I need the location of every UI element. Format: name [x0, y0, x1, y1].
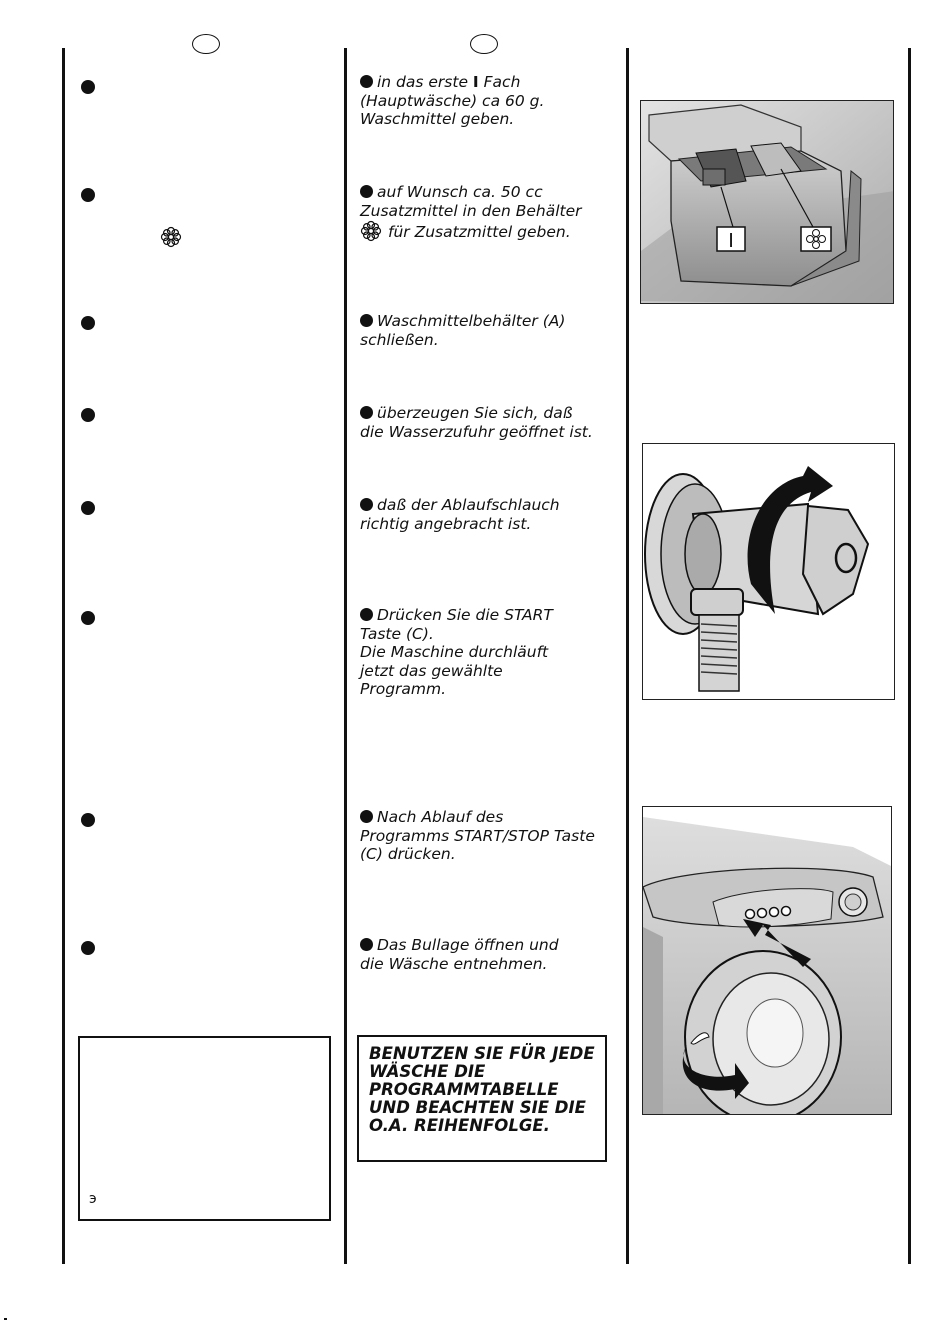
page-mark — [4, 1318, 7, 1320]
bullet-icon — [360, 938, 373, 951]
bullet-icon — [81, 501, 95, 515]
bullet-icon — [360, 406, 373, 419]
notice-line: PROGRAMMTABELLE — [369, 1080, 559, 1099]
notice-line: BENUTZEN SIE FÜR JEDE — [369, 1044, 595, 1063]
step-1: in das erste I Fach (Hauptwäsche) ca 60 g. Waschmittel geben. — [360, 73, 545, 128]
step-2: auf Wunsch ca. 50 cc Zusatzmittel in den Behälter für Zusatzmittel geben. — [360, 183, 582, 241]
notice-box-left-text: э — [89, 1191, 97, 1207]
language-badge-right — [470, 34, 498, 54]
column-divider-1 — [62, 48, 65, 1264]
bullet-icon — [360, 314, 373, 327]
drawer-label-main: I — [728, 230, 734, 252]
bullet-icon — [360, 608, 373, 621]
bullet-icon — [360, 810, 373, 823]
bullet-icon — [81, 813, 95, 827]
step-4: überzeugen Sie sich, daß die Wasserzufuhr geöffnet ist. — [360, 404, 593, 441]
water-tap-illustration — [642, 443, 895, 700]
column-divider-2 — [344, 48, 347, 1264]
detergent-drawer-illustration — [640, 100, 894, 304]
step-3: Waschmittelbehälter (A) schließen. — [360, 312, 566, 349]
notice-line: O.A. REIHENFOLGE. — [369, 1116, 550, 1135]
bullet-icon — [360, 185, 373, 198]
notice-line: UND BEACHTEN SIE DIE — [369, 1098, 586, 1117]
bullet-icon — [81, 80, 95, 94]
bullet-icon — [81, 408, 95, 422]
column-divider-4 — [908, 48, 911, 1264]
bullet-icon — [81, 941, 95, 955]
bullet-icon — [360, 498, 373, 511]
notice-box-left — [78, 1036, 331, 1221]
step-7: Nach Ablauf des Programms START/STOP Taste (C) drücken. — [360, 808, 595, 863]
step-5: daß der Ablaufschlauch richtig angebracht ist. — [360, 496, 560, 533]
bullet-icon — [81, 316, 95, 330]
bullet-icon — [360, 75, 373, 88]
bullet-icon — [81, 188, 95, 202]
flower-icon — [160, 226, 182, 248]
step-8: Das Bullage öffnen und die Wäsche entnehmen. — [360, 936, 559, 973]
flower-icon — [360, 220, 382, 242]
notice-box — [357, 1035, 607, 1162]
washing-machine-illustration — [642, 806, 892, 1115]
bullet-icon — [81, 611, 95, 625]
step-6: Drücken Sie die START Taste (C). Die Maschine durchläuft jetzt das gewählte Programm. — [360, 606, 553, 698]
notice-line: WÄSCHE DIE — [369, 1062, 486, 1081]
language-badge-left — [192, 34, 220, 54]
column-divider-3 — [626, 48, 629, 1264]
